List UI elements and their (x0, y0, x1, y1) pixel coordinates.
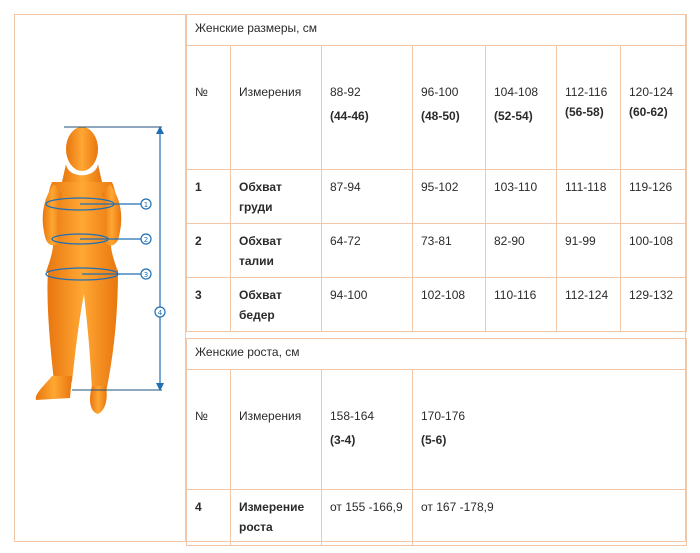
cell-value: 102-108 (413, 278, 486, 332)
marker-3 (141, 269, 151, 279)
height-column-header (413, 370, 687, 490)
size-range: 104-108 (494, 85, 539, 99)
cell-value: 111-118 (557, 170, 621, 224)
cell-value: 87-94 (322, 170, 413, 224)
sizes-title-row (187, 15, 687, 46)
height-range: 158-164 (330, 409, 375, 423)
ru-height: (5-6) (421, 433, 447, 447)
cell-value: 95-102 (413, 170, 486, 224)
cell-value: 119-126 (621, 170, 687, 224)
cell-value: от 167 -178,9 (413, 490, 687, 546)
cell-value: 110-116 (486, 278, 557, 332)
table-row (187, 278, 687, 332)
cell-value: от 155 -166,9 (322, 490, 413, 546)
size-column-header (413, 46, 486, 170)
sizes-table (186, 14, 687, 332)
size-range: 88-92 (330, 85, 361, 99)
svg-text:2: 2 (143, 236, 149, 244)
cell-value: 112-124 (557, 278, 621, 332)
ru-height: (3-4) (330, 433, 356, 447)
row-name: Обхват талии (231, 224, 322, 278)
sizes-header-row (187, 46, 687, 170)
row-num: 3 (187, 278, 231, 332)
row-name: Обхват груди (231, 170, 322, 224)
table-row (187, 224, 687, 278)
ru-size: (44-46) (330, 109, 369, 123)
cell-value: 94-100 (322, 278, 413, 332)
heights-table (186, 338, 687, 546)
table-row (187, 170, 687, 224)
heights-title: Женские роста, см (187, 339, 687, 370)
size-range: 112-116 (565, 85, 608, 99)
cell-value: 91-99 (557, 224, 621, 278)
size-range: 96-100 (421, 85, 459, 99)
size-column-header (557, 46, 621, 170)
sizes-title: Женские размеры, см (187, 15, 687, 46)
header-num: № (187, 46, 231, 170)
row-num: 4 (187, 490, 231, 546)
size-column-header (486, 46, 557, 170)
cell-value: 64-72 (322, 224, 413, 278)
table-row (187, 490, 687, 546)
marker-2 (141, 234, 151, 244)
cell-value: 82-90 (486, 224, 557, 278)
svg-text:3: 3 (143, 271, 149, 279)
row-name: Обхват бедер (231, 278, 322, 332)
woman-figure-illustration (14, 14, 186, 542)
ru-size: (52-54) (494, 109, 533, 123)
ru-size: (56-58) (565, 105, 604, 119)
heights-header-row (187, 370, 687, 490)
ru-size: (60-62) (629, 105, 668, 119)
header-measure: Измерения (231, 370, 322, 490)
row-num: 2 (187, 224, 231, 278)
header-num: № (187, 370, 231, 490)
header-measure: Измерения (231, 46, 322, 170)
heights-title-row (187, 339, 687, 370)
ru-size: (48-50) (421, 109, 460, 123)
size-column-header (322, 46, 413, 170)
svg-text:1: 1 (143, 201, 149, 209)
marker-1 (141, 199, 151, 209)
svg-text:4: 4 (157, 309, 163, 317)
marker-4 (155, 307, 165, 317)
cell-value: 129-132 (621, 278, 687, 332)
size-column-header (621, 46, 687, 170)
cell-value: 103-110 (486, 170, 557, 224)
height-column-header (322, 370, 413, 490)
cell-value: 100-108 (621, 224, 687, 278)
height-range: 170-176 (421, 409, 466, 423)
row-name: Измерение роста (231, 490, 322, 546)
row-num: 1 (187, 170, 231, 224)
size-range: 120-124 (629, 85, 674, 99)
cell-value: 73-81 (413, 224, 486, 278)
